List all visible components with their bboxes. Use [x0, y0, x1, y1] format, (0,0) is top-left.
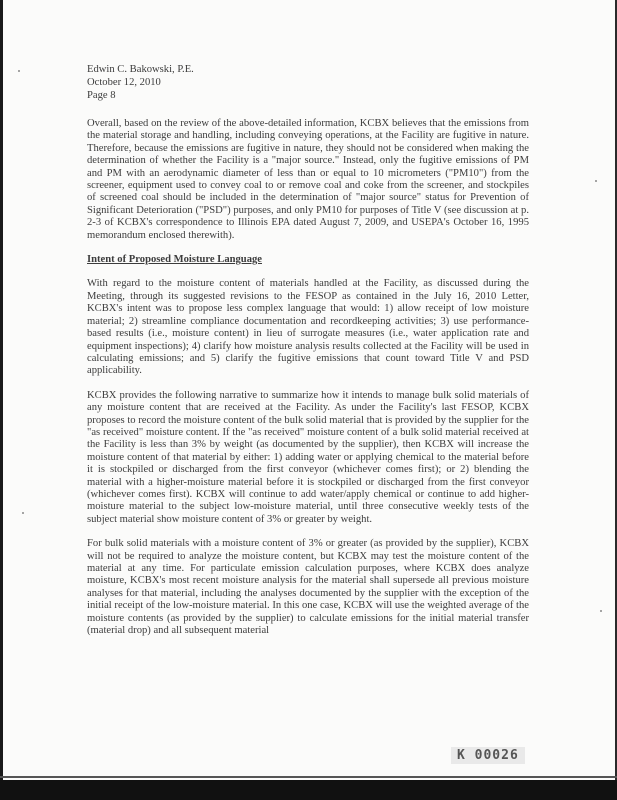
- paragraph-fugitive-emissions: Overall, based on the review of the above-detailed information, KCBX believes that the emissions from the material storage and handling, including conveying operations, at the Facility are fugitive in nature. Therefore, because the emissions are fugitive in nature, they should not be considered when making the determination of whether the Facility is a "major source." Instead, only the fugitive emissions of PM and PM with an aerodynamic diameter of less than or equal to 10 micrometers ("PM10") from the screener, equipment used to convey coal to or remove coal and coke from the screener, and stockpiles of screened coal should be included in the determination of "major source" status for Prevention of Significant Deterioration ("PSD") purposes, and only PM10 for purposes of Title V (see discussion at p. 2-3 of KCBX's correspondence to Illinois EPA dated August 7, 2009, and USEPA's October 16, 1995 memorandum enclosed therewith).: [87, 118, 529, 241]
- recipient-name: Edwin C. Bakowski, P.E.: [87, 64, 194, 75]
- letter-body: [87, 63, 529, 649]
- section-heading: Intent of Proposed Moisture Language: [87, 254, 262, 266]
- letter-date: October 12, 2010: [87, 77, 161, 88]
- paragraph-moisture-narrative: KCBX provides the following narrative to summarize how it intends to manage bulk solid materials of any moisture content that are received at the Facility. As under the Facility's last FESOP, KCBX proposes to record the moisture content of the bulk solid material that is provided by the supplier for the "as received" moisture content. If the "as received" moisture content of a bulk solid material received at the Facility is less than 3% by weight (as documented by the supplier), then KCBX will increase the moisture content of that material by either: 1) adding water or applying chemical to the material before it is stockpiled or discharged from the first conveyor (whichever comes first); or 2) blending the material with a higher-moisture material before it is stockpiled or discharged from the first conveyor (whichever comes first). KCBX will continue to add water/apply chemical or continue to add higher-moisture material to the subject low-moisture material, until three consecutive weekly tests of the subject material show moisture content of 3% or greater by weight.: [87, 389, 529, 525]
- scan-bottom-line: [0, 776, 617, 778]
- page-number: Page 8: [87, 90, 116, 101]
- bates-number: K 00026: [451, 747, 525, 764]
- letter-header: [87, 63, 529, 102]
- scan-bottom-bar: [0, 780, 617, 800]
- paragraph-moisture-analysis: For bulk solid materials with a moisture content of 3% or greater (as provided by the supplier), KCBX will not be required to analyze the moisture content, but KCBX may test the moisture content of the material at any time. For particulate emission calculation purposes, where KCBX does analyze moisture, KCBX's most recent moisture analysis for the material shall supersede all previous moisture analyses for that material, including the analyses documented by the supplier with the exception of the initial receipt of the low-moisture material. In this one case, KCBX will use the weighted average of the moisture contents (as provided by the supplier) to calculate emissions for the initial material transfer (material drop) and all subsequent material: [87, 538, 529, 637]
- paragraph-moisture-intent: With regard to the moisture content of materials handled at the Facility, as discussed during the Meeting, through its suggested revisions to the FESOP as contained in the July 16, 2010 Letter, KCBX's intent was to propose less complex language that would: 1) allow receipt of low moisture material; 2) streamline compliance documentation and recordkeeping activities; 3) use performance-based results (i.e., moisture content) in lieu of surrogate measures (i.e., water application rate and equipment inspections); 4) clarify how moisture analysis results collected at the Facility will be used in calculating emissions; and 5) clarify the fugitive emissions that count toward Title V and PSD applicability.: [87, 278, 529, 377]
- scan-edge-left: [0, 0, 3, 800]
